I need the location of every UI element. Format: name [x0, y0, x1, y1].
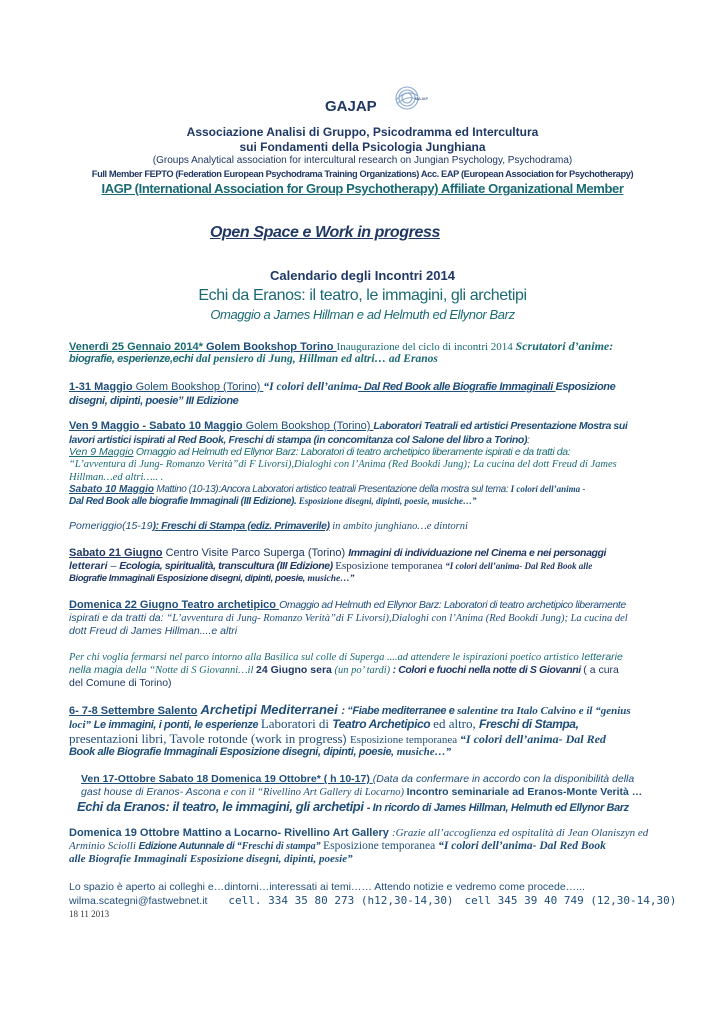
calendar-title: Calendario degli Incontri 2014 — [270, 268, 455, 283]
gajap-logo — [323, 84, 428, 114]
event-activities: ed altro, — [433, 716, 480, 731]
event-day: Sabato 10 Maggio — [69, 484, 155, 495]
event-title: ): Freschi di Stampa (ediz. Primaverile) — [152, 520, 330, 532]
event-thanks: :Grazie all’accoglienza ed ospitalità di Jean Olaniszyn ed — [391, 827, 649, 839]
event-description: lavori artistici ispirati al Red Book, Freschi di stampa (in concomitanza col Salone del libro a Torino) — [69, 434, 528, 446]
logo-swirl-icon — [323, 84, 428, 114]
event-title: : Colori e fuochi nella notte di S Giovanni — [390, 664, 584, 676]
event-description: Omaggio ad Helmuth ed Ellynor Barz: Laboratori di teatro archetipico liberamente ispirati e da tratti da: — [133, 446, 571, 458]
event-description: Omaggio ad Helmuth ed Ellynor Barz: Laboratori di teatro archetipico liberamente — [279, 599, 626, 611]
event-exhibition: Esposizione disegni, dipinti, poesie, musiche…” — [298, 496, 477, 506]
event-description: dott Freud di James Hillman....e altri — [69, 625, 238, 637]
event-subtitle-rest: salentine tra Italo Calvino e il “genius — [457, 705, 631, 717]
event-place: Golem Bookshop (Torino) — [245, 420, 374, 432]
event-exhibition-detail: Biografie Immaginali Esposizione disegni, dipinti, poesie — [69, 573, 303, 584]
event-activities: Freschi di Stampa, — [479, 717, 579, 731]
event-theme: Echi da Eranos: il teatro, le immagini, gli archetipi — [77, 799, 367, 814]
event-activities-end: ) — [342, 732, 350, 746]
event-theme: I colori dell’anima - — [510, 484, 586, 494]
event-date: Domenica 19 Ottobre Mattino a Locarno- Rivellino Art Gallery — [69, 827, 392, 839]
event-activities: Laboratori di — [260, 716, 333, 731]
event-date: Domenica 22 Giugno Teatro archetipico — [69, 599, 280, 611]
event-description: Hillman…ed altri….. . — [69, 472, 164, 483]
event-separator: – — [107, 560, 120, 572]
event-exhibition-detail: alle Biografie Immaginali Esposizione disegni, dipinti, poesie” — [69, 853, 353, 865]
event-title: Incontro seminariale ad Eranos-Monte Verità … — [406, 786, 643, 798]
event-activities: presentazioni libri, Tavole rotonde (work in progress — [69, 731, 343, 746]
event-organizer: del Comune di Torino) — [69, 677, 172, 689]
homage-subtitle: Omaggio a James Hillman e ad Helmuth ed Ellynor Barz — [210, 307, 515, 322]
event-activities: Teatro Archetipico — [332, 717, 434, 731]
event-description: in ambito junghiano…e dintorni — [329, 521, 468, 532]
association-english: (Groups Analytical association for intercultural research on Jungian Psychology, Psychodrama) — [152, 155, 573, 166]
event-subtitle: disegni, dipinti, poesie” III Edizione — [69, 395, 239, 407]
event-title: Archetipi Mediterranei — [197, 702, 342, 717]
contact-phone: cell 345 39 40 749 (12,30-14,30) — [464, 894, 677, 907]
membership-line: Full Member FEPTO (Federation European Psychodrama Training Organizations) Acc. EAP (European Association for Psychotherapy) — [91, 169, 634, 179]
event-subtitle-rest: Ecologia, spiritualità, transcultura (III Edizione) — [119, 560, 336, 572]
event-description: Per chi voglia fermarsi nel parco intorno alla Basilica sul colle di Superga ....ad attendere le ispirazioni poetico artistico l — [69, 652, 585, 663]
event-exhibition-end: , musiche…” — [302, 574, 355, 584]
event-time: Pomeriggio(15-19 — [69, 520, 153, 532]
event-memory: - In ricordo di James Hillman, Helmuth ed Ellynor Barz — [366, 802, 629, 814]
event-description: della “Notte di S Giovanni…il — [125, 665, 256, 676]
event-date: 6- 7-8 Settembre Salento — [69, 705, 198, 717]
event-location: gast house di Eranos- Ascona — [81, 786, 224, 798]
contact-email[interactable]: wilma.scategni@fastwebnet.it — [69, 895, 208, 907]
document-date: 18 11 2013 — [69, 909, 110, 919]
event-date: 1-31 Maggio — [69, 381, 136, 393]
event-date: 24 Giugno — [256, 664, 308, 676]
svg-text:GAJAP: GAJAP — [325, 98, 377, 114]
event-subtitle: loci” — [69, 719, 91, 731]
event-description: Mattino (10-13):Ancora Laboratori artistico teatrali Presentazione della mostra sul tema: — [154, 484, 511, 495]
event-place: Golem Bookshop Torino — [205, 341, 337, 353]
iagp-affiliation: IAGP (International Association for Group Psychotherapy) Affiliate Organizational Member — [101, 181, 624, 196]
event-organizer: ( a cura — [583, 664, 619, 676]
event-edition: Edizione Autunnale di — [138, 841, 237, 852]
event-place: Centro Visite Parco Superga (Torino) — [162, 547, 349, 559]
event-exhibition-end: , musiche…” — [391, 746, 452, 758]
event-exhibition-title: “I colori dell’anima- Dal Red — [459, 732, 606, 746]
association-name-line2: sui Fondamenti della Psicologia Junghiana — [239, 140, 486, 154]
event-title-rest: - Dal Red Book alle Biografie Immaginali — [357, 381, 556, 393]
event-exhibition: Esposizione temporanea — [349, 734, 460, 746]
event-subtitle: : “Fiabe mediterranee e — [341, 705, 458, 717]
event-date: Ven 9 Maggio - Sabato 10 Maggio — [69, 420, 246, 432]
event-place: Golem Bookshop (Torino) — [135, 381, 264, 393]
event-description-end: etterarie — [584, 651, 623, 663]
event-time: sera — [307, 664, 332, 676]
event-description-end: : — [527, 434, 530, 446]
association-name-line1: Associazione Analisi di Gruppo, Psicodramma ed Intercultura — [186, 125, 539, 139]
event-subtitle: Le immagini, i ponti, le esperienze — [91, 719, 261, 731]
event-description: Inaugurazione del ciclo di incontri 2014 — [336, 341, 516, 353]
event-title: Laboratori Teatrali ed artistici Presentazione Mostra sui — [373, 420, 628, 432]
event-title: Scrutatori d’anime: — [515, 339, 614, 353]
page-title: Open Space e Work in progress — [210, 224, 440, 241]
event-date: Venerdì 25 Gennaio 2014* — [69, 341, 206, 353]
event-exhibition: Esposizione temporanea — [323, 840, 439, 852]
event-edition-title: “Freschi di stampa” — [236, 841, 324, 852]
event-exhibition: Esposizione — [555, 381, 616, 393]
event-subtitle: biografie, esperienze,echi — [69, 353, 194, 365]
event-note: (Data da confermare in accordo con la disponibilità della — [372, 773, 635, 785]
event-theme: Dal Red Book alle biografie Immaginali (III Edizione). — [69, 496, 299, 507]
event-description-sources: “L’avventura di Jung- Romanzo Verità”di F Livorsi),Dialoghi con l’Anima (Red Bookdi Jung); La cucina del — [166, 613, 628, 624]
event-description: ispirati e da tratti da: — [69, 612, 167, 624]
event-title: Immagini di individuazione nel Cinema e nei personaggi — [348, 547, 607, 559]
event-subtitle-rest: dal pensiero di Jung, Hillman ed altri… ad Eranos — [193, 353, 438, 365]
event-date: Ven 17-Ottobre Sabato 18 Domenica 19 Ottobre* ( h 10-17) — [81, 773, 373, 785]
event-exhibition: Esposizione temporanea — [335, 560, 446, 572]
footer-note: Lo spazio è aperto ai colleghi e…dintorni…interessati ai temi…… Attendo notizie e vedremo come procede…... — [69, 881, 585, 893]
event-title: “I colori dell’anima — [263, 381, 358, 393]
event-time-note: (un po’ tardi) — [331, 665, 391, 676]
contact-phone: cell. 334 35 80 273 (h12,30-14,30) — [228, 894, 454, 907]
event-exhibition-title: “I colori dell’anima- Dal Red Book — [438, 840, 606, 852]
event-description: nella magia — [69, 664, 126, 676]
event-location: e con il “Rivellino Art Gallery di Locarno) — [223, 787, 407, 798]
event-exhibition-title: “I colori dell’anima- Dal Red Book alle — [445, 561, 593, 571]
event-date: Sabato 21 Giugno — [69, 547, 163, 559]
event-hosts: Arminio Sciolli — [69, 840, 139, 852]
svg-text:GAJAP: GAJAP — [415, 96, 428, 101]
event-subtitle: letterari — [69, 560, 108, 572]
event-description: “L’avventura di Jung- Romanzo Verità”di F Livorsi),Dialoghi con l’Anima (Red Bookdi Jung); La cucina del dott Freud di James — [69, 459, 617, 470]
event-day: Ven 9 Maggio — [69, 446, 134, 458]
event-exhibition-detail: Book alle Biografie Immaginali Esposizione disegni, dipinti, poesie — [69, 746, 392, 758]
theme-title: Echi da Eranos: il teatro, le immagini, gli archetipi — [198, 287, 527, 304]
